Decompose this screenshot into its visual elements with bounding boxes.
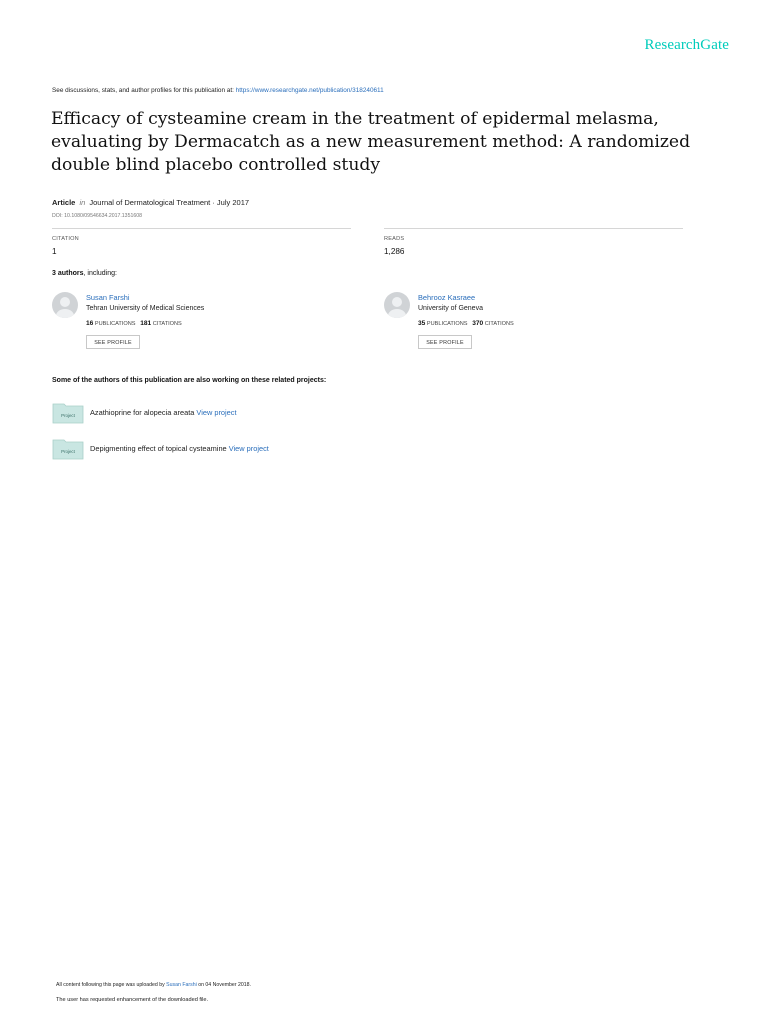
- project-name: Azathioprine for alopecia areata: [90, 408, 195, 417]
- avatar[interactable]: [384, 292, 410, 318]
- project-folder-icon: [52, 402, 84, 424]
- avatar[interactable]: [52, 292, 78, 318]
- publications-count: 16: [86, 320, 94, 327]
- publication-title: Efficacy of cysteamine cream in the treatment of epidermal melasma, evaluating by Dermacatch as a new measurement method: A randomized double blind placebo controlled study: [51, 109, 691, 175]
- publication-type: Article: [52, 198, 76, 207]
- uploader-link[interactable]: Susan Farshi: [166, 982, 197, 988]
- user-silhouette-icon: [384, 292, 410, 318]
- project-icon-label: Project: [61, 449, 75, 454]
- upload-prefix: All content following this page was uploaded by: [56, 982, 167, 988]
- publications-label: PUBLICATIONS: [94, 321, 136, 327]
- author-card: [384, 292, 684, 362]
- project-title: [90, 408, 237, 417]
- author-name[interactable]: Susan Farshi: [86, 293, 130, 302]
- researchgate-logo[interactable]: ResearchGate: [644, 37, 729, 53]
- reads-label: READS: [384, 236, 405, 242]
- author-institution: University of Geneva: [418, 305, 483, 312]
- citation-label: CITATION: [52, 236, 79, 242]
- project-item: [52, 438, 372, 462]
- in-label: in: [79, 198, 86, 207]
- authors-suffix: , including:: [83, 270, 117, 277]
- reads-count: 1,286: [384, 247, 405, 256]
- author-institution: Tehran University of Medical Sciences: [86, 305, 205, 312]
- divider-citation: [52, 228, 351, 229]
- view-project-link[interactable]: View project: [196, 408, 237, 417]
- authors-count: 3 authors: [52, 270, 84, 277]
- see-profile-button[interactable]: SEE PROFILE: [418, 335, 472, 349]
- publications-count: 35: [418, 320, 426, 327]
- citations-label: CITATIONS: [152, 321, 182, 327]
- citations-count: 181: [140, 320, 152, 327]
- project-folder-icon: [52, 438, 84, 460]
- see-profile-button[interactable]: SEE PROFILE: [86, 335, 140, 349]
- author-stats: [418, 320, 514, 327]
- project-title: [90, 444, 269, 453]
- citations-label: CITATIONS: [484, 321, 514, 327]
- author-card: [52, 292, 352, 362]
- upload-note: [56, 982, 251, 988]
- citations-count: 370: [472, 320, 484, 327]
- journal-name[interactable]: Journal of Dermatological Treatment · July 2017: [89, 198, 250, 207]
- publication-url-link[interactable]: https://www.researchgate.net/publication/318240611: [235, 87, 384, 94]
- project-icon-label: Project: [61, 413, 75, 418]
- project-name: Depigmenting effect of topical cysteamine: [90, 444, 227, 453]
- author-name[interactable]: Behrooz Kasraee: [418, 293, 476, 302]
- author-stats: [86, 320, 182, 327]
- divider-reads: [384, 228, 683, 229]
- publication-url-note: [52, 87, 384, 94]
- url-note-prefix: See discussions, stats, and author profiles for this publication at:: [52, 87, 236, 94]
- user-silhouette-icon: [52, 292, 78, 318]
- related-projects-heading: Some of the authors of this publication are also working on these related projects:: [52, 377, 327, 384]
- upload-suffix: on 04 November 2018.: [196, 982, 251, 988]
- authors-heading: [52, 270, 117, 277]
- project-item: [52, 402, 372, 426]
- publication-meta: [52, 198, 249, 207]
- citation-count: 1: [52, 247, 57, 256]
- view-project-link[interactable]: View project: [228, 444, 269, 453]
- doi: DOI: 10.1080/09546634.2017.1351608: [52, 213, 142, 219]
- enhancement-note: The user has requested enhancement of the downloaded file.: [56, 997, 209, 1003]
- publications-label: PUBLICATIONS: [426, 321, 468, 327]
